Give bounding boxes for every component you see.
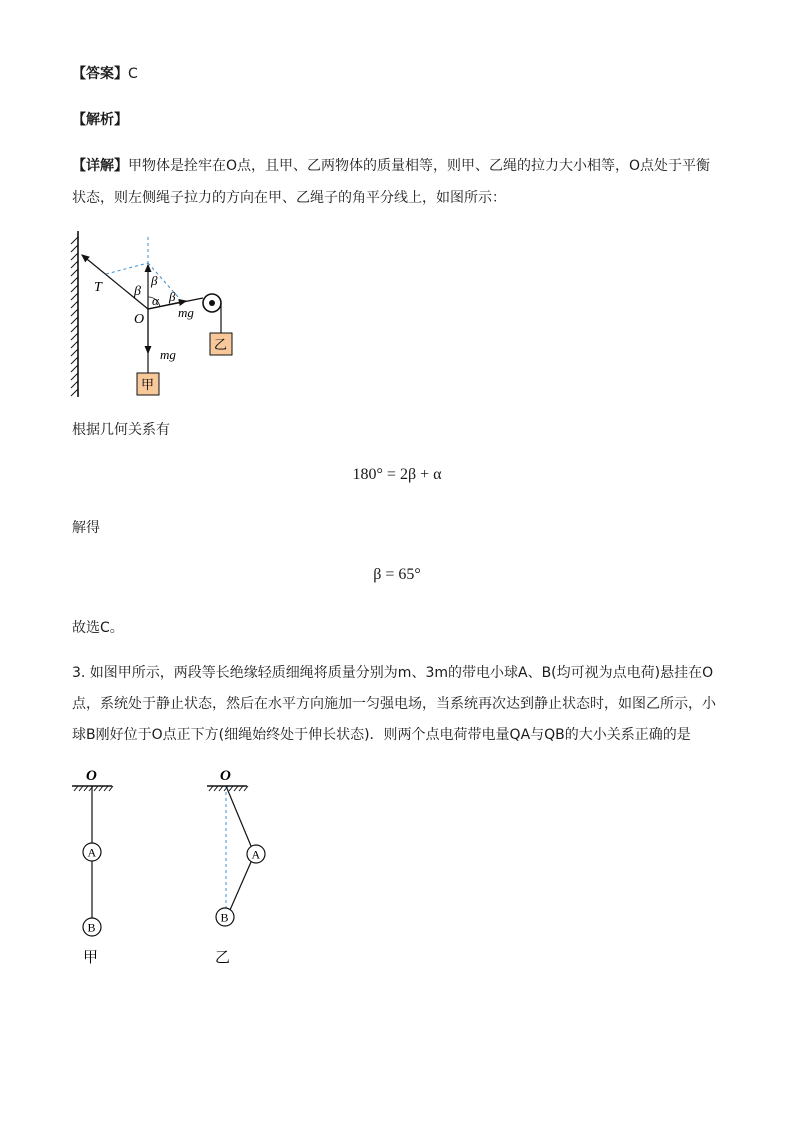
force-diagram bbox=[60, 225, 260, 405]
conclusion-text: 故选C。 bbox=[72, 620, 124, 636]
rope-T bbox=[82, 255, 148, 309]
label-beta-right: β bbox=[169, 289, 176, 304]
label-T: T bbox=[94, 280, 102, 295]
formula-2: β = 65° bbox=[373, 566, 421, 583]
label-beta-top: β bbox=[151, 273, 158, 288]
wall-hatching bbox=[71, 237, 78, 396]
pendulum-figure-jia bbox=[60, 762, 140, 972]
fig2-label-B: B bbox=[87, 920, 96, 935]
answer-line bbox=[72, 64, 138, 84]
label-mg-right: mg bbox=[178, 305, 194, 320]
detail-label: 【详解】 bbox=[72, 158, 128, 174]
label-beta-left: β bbox=[134, 284, 141, 299]
fig3-label-B: B bbox=[220, 910, 229, 925]
construction-lines bbox=[106, 237, 178, 309]
fig2-label-A: A bbox=[87, 845, 97, 860]
fig3-label-A: A bbox=[251, 847, 261, 862]
detail-line-2: 状态，则左侧绳子拉力的方向在甲、乙绳子的角平分线上，如图所示： bbox=[72, 190, 506, 206]
answer-label: 【答案】 bbox=[72, 66, 128, 82]
fig2-label-O: O bbox=[86, 768, 97, 784]
fig3-rope-OA bbox=[226, 786, 251, 846]
label-jia: 甲 bbox=[141, 378, 155, 393]
label-O: O bbox=[134, 312, 145, 327]
analysis-label: 【解析】 bbox=[72, 112, 128, 128]
fig2-caption: 甲 bbox=[83, 948, 99, 966]
detail-text-1: 甲物体是拴牢在O点，且甲、乙两物体的质量相等，则甲、乙绳的拉力大小相等，O点处于平衡 bbox=[128, 158, 711, 174]
solve-text: 解得 bbox=[72, 520, 100, 536]
geometry-text: 根据几何关系有 bbox=[72, 422, 170, 438]
pendulum-figure-yi bbox=[195, 762, 285, 972]
fig3-label-O: O bbox=[220, 768, 231, 784]
label-alpha: α bbox=[152, 293, 159, 308]
label-mg-down: mg bbox=[160, 347, 176, 362]
fig3-rope-AB bbox=[230, 862, 251, 910]
formula-1: 180° = 2β + α bbox=[352, 466, 442, 483]
answer-value: C bbox=[128, 66, 138, 82]
fig3-caption: 乙 bbox=[215, 948, 231, 966]
question3-line-1: 3. 如图甲所示，两段等长绝缘轻质细绳将质量分别为m、3m的带电小球A、B(均可视为点电荷)悬挂在O bbox=[72, 665, 714, 681]
detail-line-1 bbox=[72, 156, 710, 176]
question3-line-3: 球B刚好位于O点正下方(细绳始终处于伸长状态)．则两个点电荷带电量QA与QB的大小关系正确的是 bbox=[72, 727, 691, 743]
question3-line-2: 点，系统处于静止状态，然后在水平方向施加一匀强电场，当系统再次达到静止状态时，如图乙所示，小 bbox=[72, 696, 716, 712]
label-yi: 乙 bbox=[214, 338, 228, 353]
pulley-axle bbox=[209, 300, 215, 306]
